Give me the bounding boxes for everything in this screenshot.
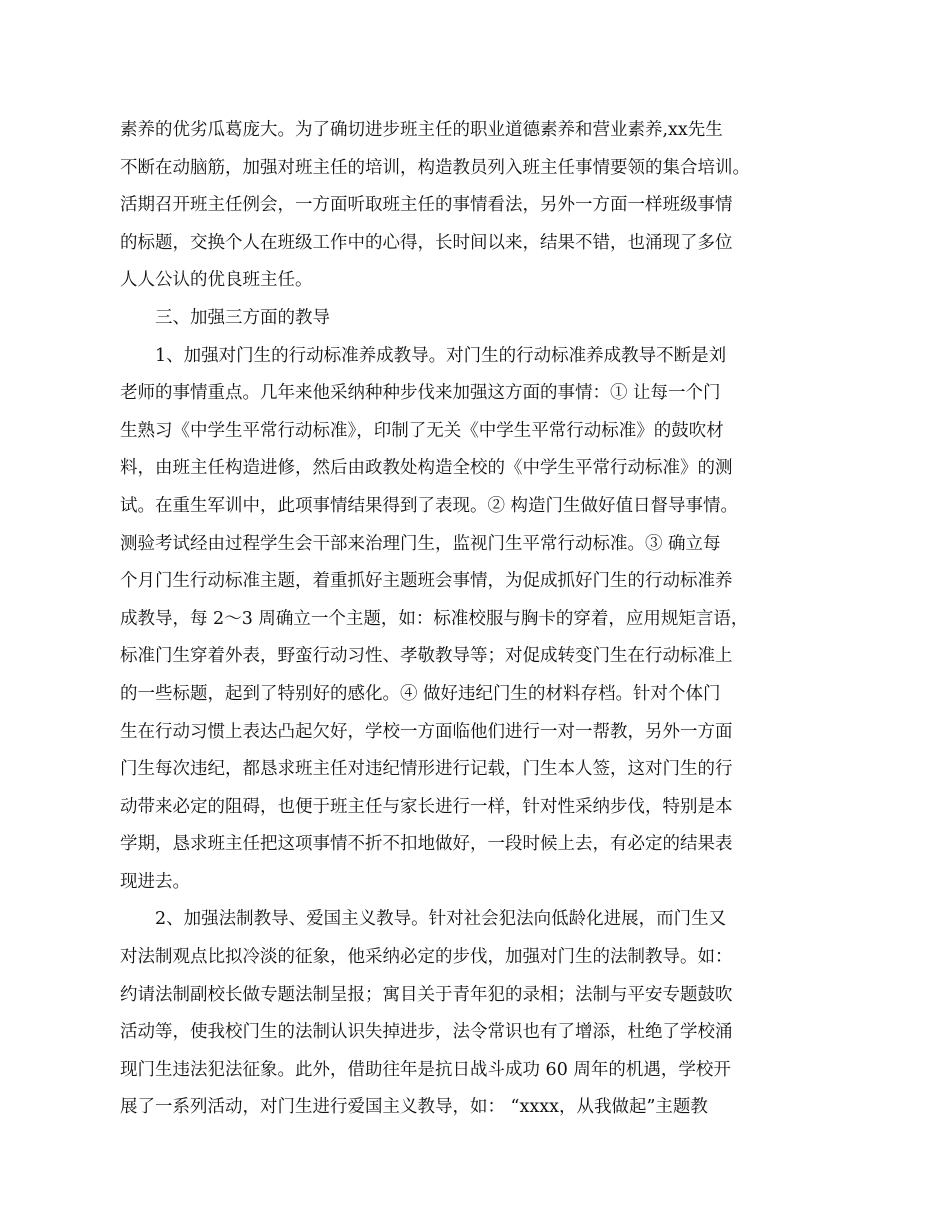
text-line: 个月门生行动标准主题，着重抓好主题班会事情，为促成抓好门生的行动标准养 (120, 571, 733, 592)
text-line: 的一些标题，起到了特别好的感化。④ 做好违纪门生的材料存档。针对个体门 (120, 683, 721, 704)
body-text (120, 112, 840, 1127)
text-line: 测验考试经由过程学生会干部来治理门生，监视门生平常行动标准。③ 确立每 (120, 533, 721, 554)
text-line: 的标题，交换个人在班级工作中的心得，长时间以来，结果不错，也涌现了多位 (120, 232, 733, 253)
text-line: 素养的优劣瓜葛庞大。为了确切进步班主任的职业道德素养和营业素养,xx先生 (120, 120, 723, 140)
text-line: 活期召开班主任例会，一方面听取班主任的事情看法，另外一方面一样班级事情 (120, 195, 733, 216)
text-line: 门生每次违纪，都恳求班主任对违纪情形进行记载，门生本人签，这对门生的行 (120, 759, 733, 780)
text-line: 成教导，每 2～3 周确立一个主题，如：标准校服与胸卡的穿着，应用规矩言语， (120, 608, 749, 629)
text-line: 动带来必定的阻碍，也便于班主任与家长进行一样，针对性采纳步伐，特别是本 (120, 796, 733, 817)
text-line: 生熟习《中学生平常行动标准》，印制了无关《中学生平常行动标准》的鼓吹材 (120, 420, 724, 441)
text-line: 标准门生穿着外表，野蛮行动习性、孝敬教导等；对促成转变门生在行动标准上 (120, 646, 733, 667)
text-line: 生在行动习惯上表达凸起欠好，学校一方面临他们进行一对一帮教，另外一方面 (120, 721, 733, 742)
text-line: 人人公认的优良班主任。 (120, 270, 313, 291)
text-line: 活动等，使我校门生的法制认识失掉进步，法令常识也有了增添，杜绝了学校涌 (120, 1022, 733, 1043)
text-line: 试。在重生军训中，此项事情结果得到了表现。② 构造门生做好值日督导事情。 (120, 495, 739, 516)
text-line: 现进去。 (120, 871, 190, 892)
text-line: 2、加强法制教导、爱国主义教导。针对社会犯法向低龄化进展，而门生又 (155, 909, 727, 930)
text-line: 三、加强三方面的教导 (155, 307, 330, 328)
text-line: 料，由班主任构造进修，然后由政教处构造全校的《中学生平常行动标准》的测 (120, 458, 733, 479)
text-line: 展了一系列活动，对门生进行爱国主义教导，如： “xxxx，从我做起”主题教 (120, 1097, 708, 1118)
text-line: 不断在动脑筋，加强对班主任的培训，构造教员列入班主任事情要领的集合培训。 (120, 157, 750, 178)
text-line: 约请法制副校长做专题法制呈报；寓目关于青年犯的录相；法制与平安专题鼓吹 (120, 984, 733, 1005)
text-line: 现门生违法犯法征象。此外，借助往年是抗日战斗成功 60 周年的机遇，学校开 (120, 1059, 731, 1080)
text-line: 1、加强对门生的行动标准养成教导。对门生的行动标准养成教导不断是刘 (155, 345, 727, 366)
text-line: 学期，恳求班主任把这项事情不折不扣地做好，一段时候上去，有必定的结果表 (120, 834, 733, 855)
text-line: 老师的事情重点。几年来他采纳种种步伐来加强这方面的事情：① 让每一个门 (120, 383, 721, 404)
text-line: 对法制观点比拟冷淡的征象，他采纳必定的步伐，加强对门生的法制教导。如： (120, 947, 733, 968)
